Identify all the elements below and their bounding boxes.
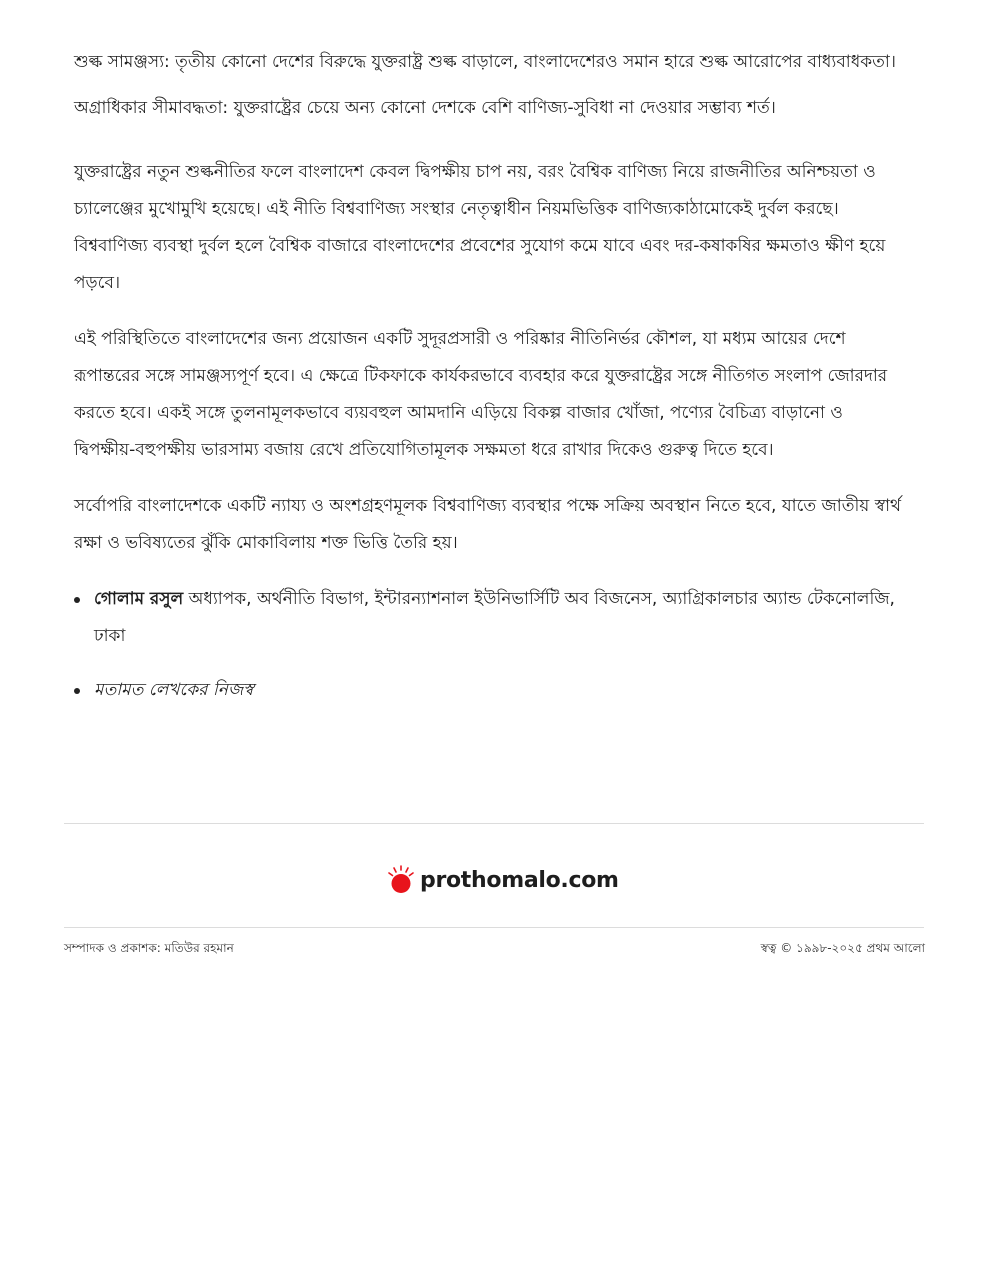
author-description: অধ্যাপক, অর্থনীতি বিভাগ, ইন্টারন্যাশনাল ইউনিভার্সিটি অব বিজনেস, অ্যাগ্রিকালচার অ্যান্ড টেকনোলজি, ঢাকা <box>94 589 895 646</box>
article-paragraph-tariff-adjustment: শুল্ক সামঞ্জস্য: তৃতীয় কোনো দেশের বিরুদ্ধে যুক্তরাষ্ট্র শুল্ক বাড়ালে, বাংলাদেশেরও সমান হারে শুল্ক আরোপের বাধ্যবাধকতা। <box>74 52 896 72</box>
author-info-list <box>74 581 904 709</box>
bullet-icon <box>74 597 80 603</box>
author-name: গোলাম রসুল <box>94 589 184 609</box>
disclaimer-item <box>74 672 904 709</box>
footer-divider-top <box>64 823 924 824</box>
footer-divider-bottom <box>64 927 924 928</box>
article-paragraph: এই পরিস্থিতিতে বাংলাদেশের জন্য প্রয়োজন একটি সুদূরপ্রসারী ও পরিষ্কার নীতিনির্ভর কৌশল, যা মধ্যম আয়ের দেশে রূপান্তরের সঙ্গে সামঞ্জস্যপূর্ণ হবে। এ ক্ষেত্রে টিকফাকে কার্যকরভাবে ব্যবহার করে যুক্তরাষ্ট্রের সঙ্গে নীতিগত সংলাপ জোরদার করতে হবে। একই সঙ্গে তুলনামূলকভাবে ব্যয়বহুল আমদানি এড়িয়ে বিকল্প বাজার খোঁজা, পণ্যের বৈচিত্র্য বাড়ানো ও দ্বিপক্ষীয়-বহুপক্ষীয় ভারসাম্য বজায় রেখে প্রতিযোগিতামূলক সক্ষমতা ধরে রাখার দিকেও গুরুত্ব দিতে হবে। <box>74 329 888 460</box>
editor-credit: সম্পাদক ও প্রকাশক: মতিউর রহমান <box>64 941 234 955</box>
bullet-icon <box>74 688 80 694</box>
article-paragraph: সর্বোপরি বাংলাদেশকে একটি ন্যায্য ও অংশগ্রহণমূলক বিশ্ববাণিজ্য ব্যবস্থার পক্ষে সক্রিয় অবস্থান নিতে হবে, যাতে জাতীয় স্বার্থ রক্ষা ও ভবিষ্যতের ঝুঁকি মোকাবিলায় শক্ত ভিত্তি তৈরি হয়। <box>74 496 902 553</box>
logo-text: prothomalo.com <box>420 867 619 893</box>
article-paragraph: যুক্তরাষ্ট্রের নতুন শুল্কনীতির ফলে বাংলাদেশ কেবল দ্বিপক্ষীয় চাপ নয়, বরং বৈশ্বিক বাণিজ্য নিয়ে রাজনীতির অনিশ্চয়তা ও চ্যালেঞ্জের মুখোমুখি হয়েছে। এই নীতি বিশ্ববাণিজ্য সংস্থার নেতৃত্বাধীন নিয়মভিত্তিক বাণিজ্যকাঠামোকেই দুর্বল করছে। বিশ্ববাণিজ্য ব্যবস্থা দুর্বল হলে বৈশ্বিক বাজারে বাংলাদেশের প্রবেশের সুযোগ কমে যাবে এবং দর-কষাকষির ক্ষমতাও ক্ষীণ হয়ে পড়বে। <box>74 162 886 293</box>
opinion-disclaimer: মতামত লেখকের নিজস্ব <box>94 680 254 700</box>
rising-sun-icon <box>386 865 416 895</box>
copyright-notice: স্বত্ব © ১৯৯৮-২০২৫ প্রথম আলো <box>760 941 925 955</box>
article-body <box>74 44 904 709</box>
article-paragraph-priority-limitation: অগ্রাধিকার সীমাবদ্ধতা: যুক্তরাষ্ট্রের চেয়ে অন্য কোনো দেশকে বেশি বাণিজ্য-সুবিধা না দেওয়ার সম্ভাব্য শর্ত। <box>74 98 776 118</box>
author-info-item <box>74 581 904 655</box>
prothomalo-logo-link[interactable] <box>386 862 619 898</box>
